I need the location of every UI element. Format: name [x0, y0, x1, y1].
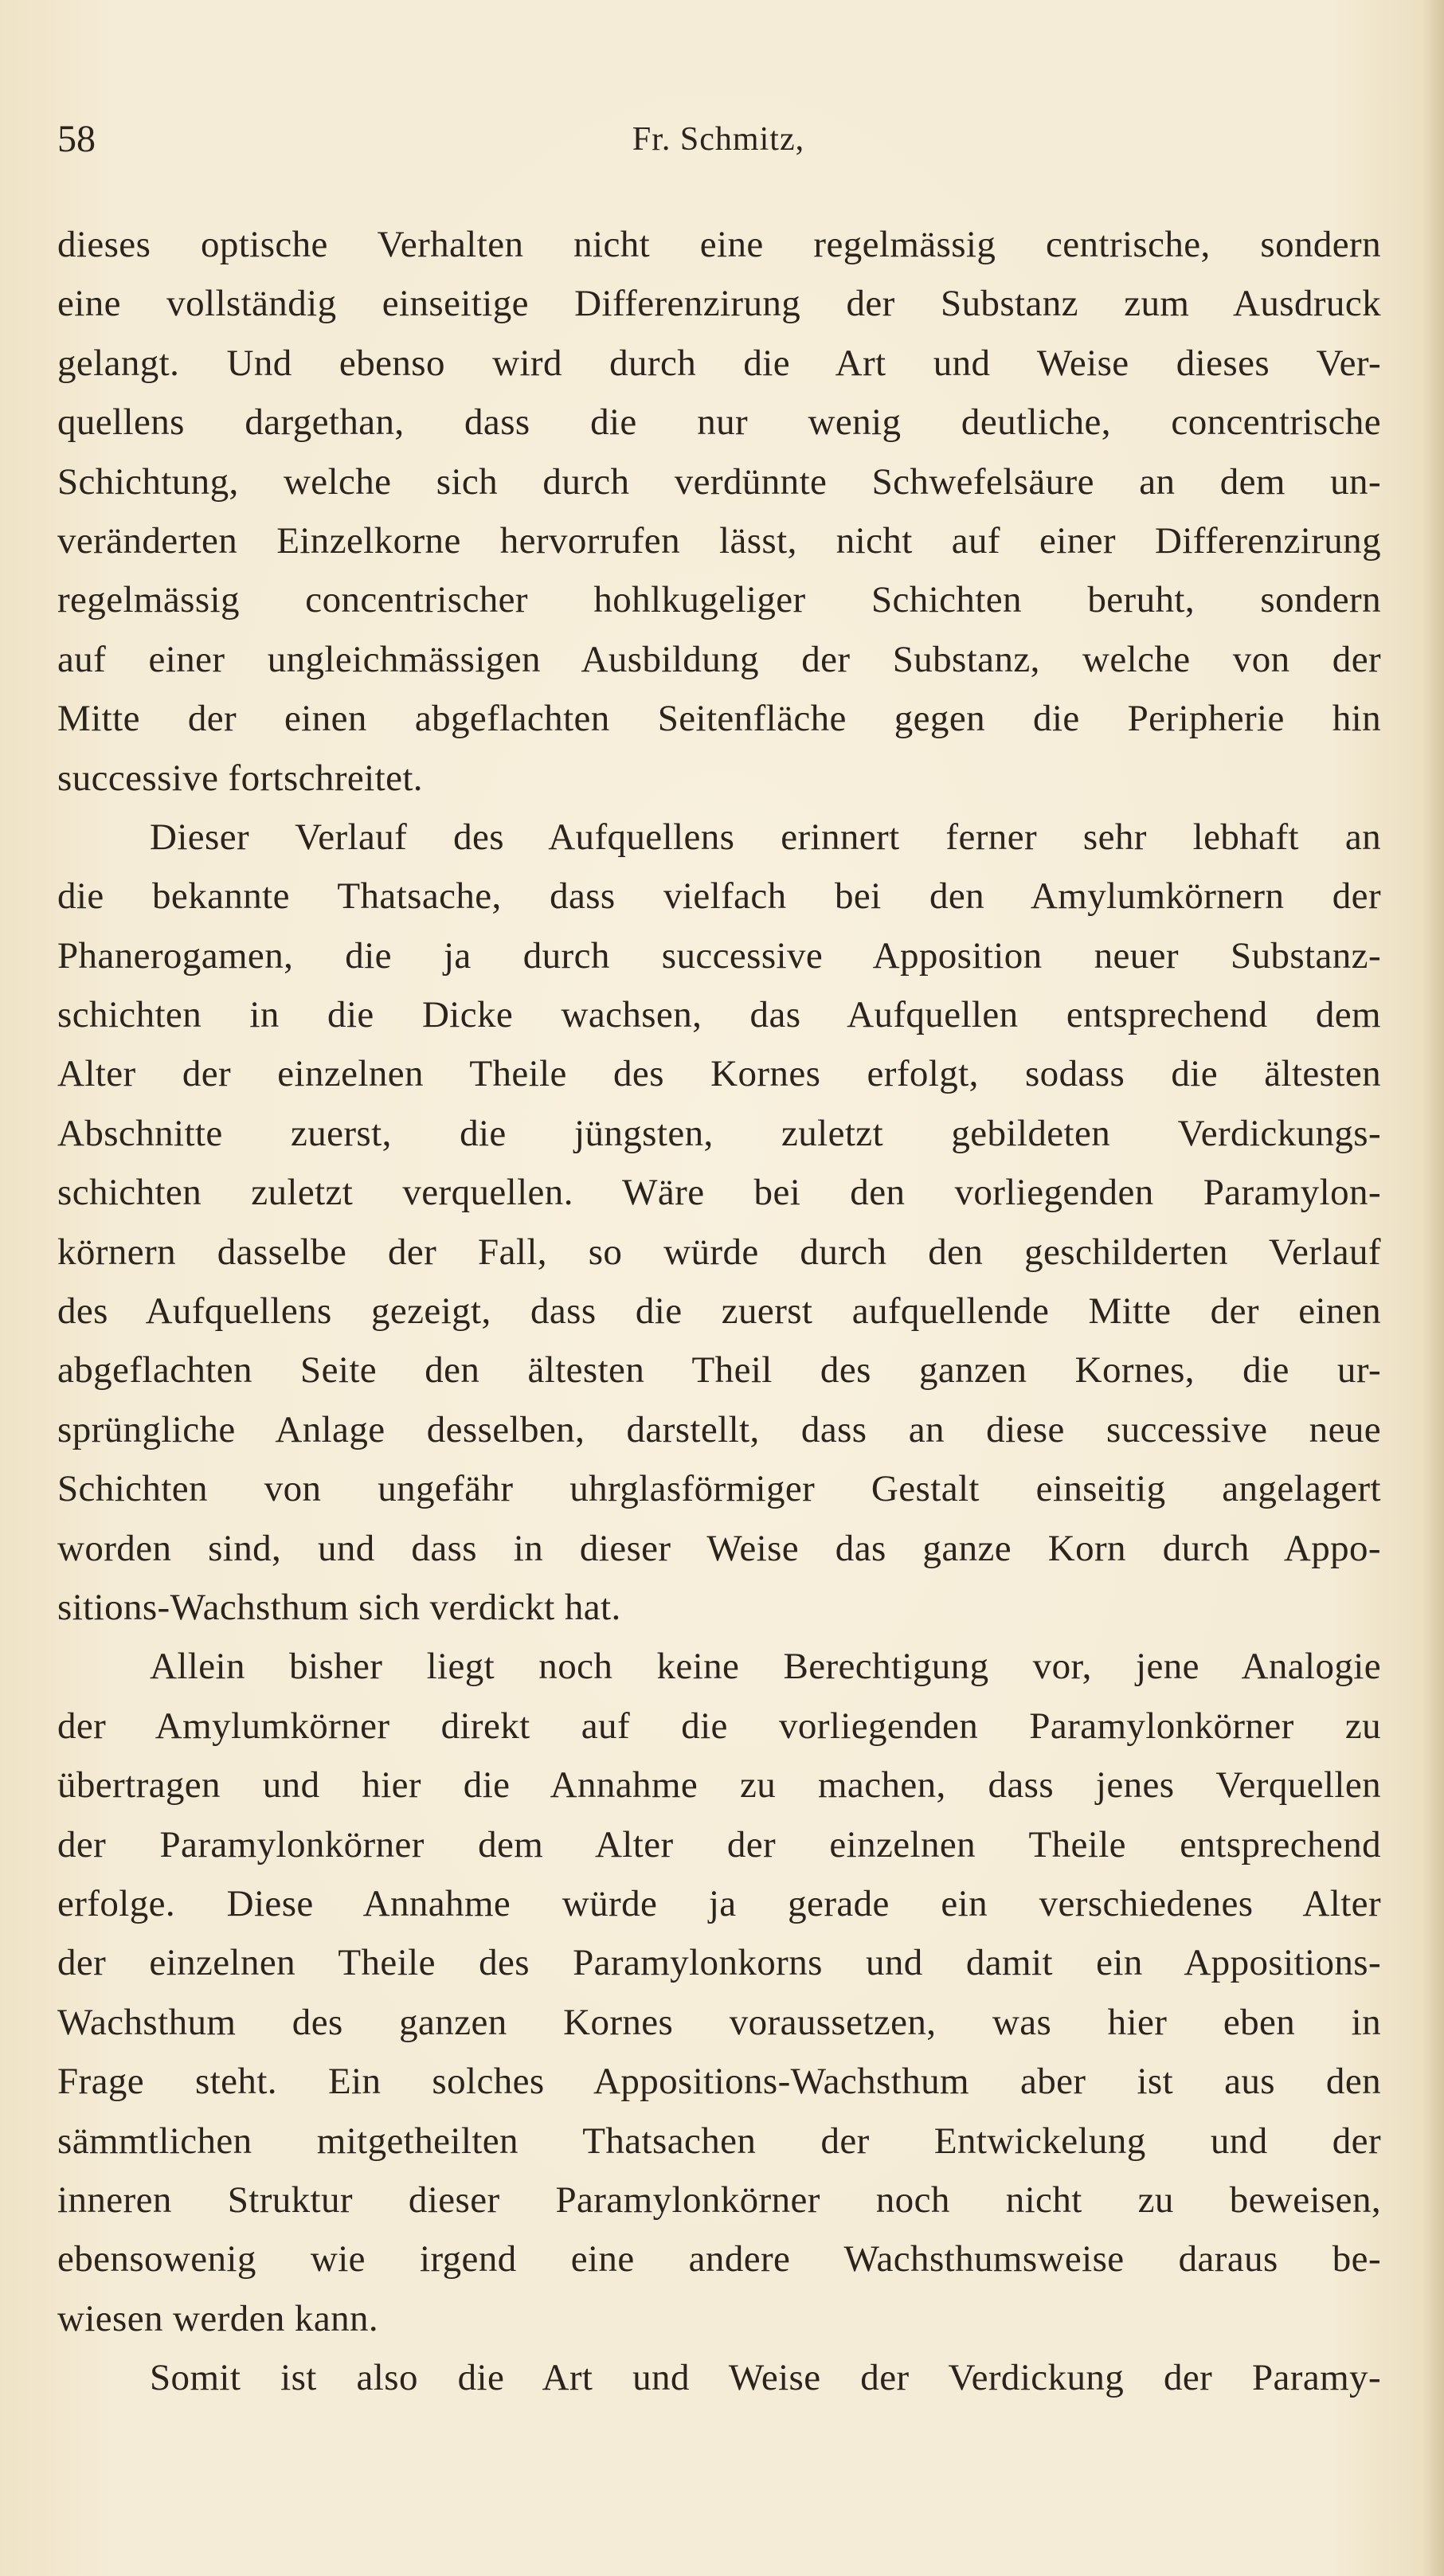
text-line: übertragen und hier die Annahme zu machen, dass jenes Verquellen	[57, 1764, 1381, 1807]
text-line: körnern dasselbe der Fall, so würde durch den geschilderten Verlauf	[57, 1231, 1381, 1273]
text-line: regelmässig concentrischer hohlkugeliger Schichten beruht, sondern	[57, 579, 1381, 621]
paragraph-start-line: Dieser Verlauf des Aufquellens erinnert ferner sehr lebhaft an	[150, 816, 1381, 858]
text-line: gelangt. Und ebenso wird durch die Art und Weise dieses Ver-	[57, 342, 1381, 384]
text-line: Wachsthum des ganzen Kornes voraussetzen, was hier eben in	[57, 2001, 1381, 2043]
text-line: Schichtung, welche sich durch verdünnte Schwefelsäure an dem un-	[57, 460, 1381, 503]
text-line: der Paramylonkörner dem Alter der einzelnen Theile entsprechend	[57, 1823, 1381, 1865]
text-line: dieses optische Verhalten nicht eine regelmässig centrische, sondern	[57, 224, 1381, 265]
text-line: der Amylumkörner direkt auf die vorliegenden Paramylonkörner zu	[57, 1705, 1381, 1747]
paragraph-end-line: sitions-Wachsthum sich verdickt hat.	[57, 1586, 621, 1628]
text-line: Frage steht. Ein solches Appositions-Wachsthum aber ist aus den	[57, 2061, 1381, 2103]
text-line: erfolge. Diese Annahme würde ja gerade ein verschiedenes Alter	[57, 1882, 1381, 1924]
page-edge-shadow	[1422, 0, 1444, 2576]
paragraph-start-line: Somit ist also die Art und Weise der Verdickung der Paramy-	[150, 2357, 1381, 2399]
text-line: schichten zuletzt verquellen. Wäre bei den vorliegenden Paramylon-	[57, 1172, 1381, 1214]
text-line: die bekannte Thatsache, dass vielfach bei den Amylumkörnern der	[57, 875, 1381, 918]
text-line: quellens dargethan, dass die nur wenig deutliche, concentrische	[57, 401, 1381, 444]
text-line: Schichten von ungefähr uhrglasförmiger Gestalt einseitig angelagert	[57, 1468, 1381, 1510]
text-line: des Aufquellens gezeigt, dass die zuerst aufquellende Mitte der einen	[57, 1290, 1381, 1333]
text-line: eine vollständig einseitige Differenzirung der Substanz zum Ausdruck	[57, 283, 1381, 325]
paragraph-end-line: successive fortschreitet.	[57, 757, 423, 799]
text-line: auf einer ungleichmässigen Ausbildung der Substanz, welche von der	[57, 638, 1381, 680]
paragraph-start-line: Allein bisher liegt noch keine Berechtigung vor, jene Analogie	[150, 1646, 1381, 1688]
text-line: Abschnitte zuerst, die jüngsten, zuletzt gebildeten Verdickungs-	[57, 1112, 1381, 1154]
text-line: ebensowenig wie irgend eine andere Wachsthumsweise daraus be-	[57, 2238, 1381, 2280]
text-line: schichten in die Dicke wachsen, das Aufquellen entsprechend dem	[57, 994, 1381, 1036]
running-head: Fr. Schmitz,	[632, 121, 805, 158]
text-line: sprüngliche Anlage desselben, darstellt, dass an diese successive neue	[57, 1408, 1381, 1450]
text-line: Mitte der einen abgeflachten Seitenfläche gegen die Peripherie hin	[57, 698, 1381, 740]
text-line: Alter der einzelnen Theile des Kornes erfolgt, sodass die ältesten	[57, 1053, 1381, 1095]
text-line: veränderten Einzelkorne hervorrufen lässt, nicht auf einer Differenzirung	[57, 519, 1381, 562]
text-line: worden sind, und dass in dieser Weise das ganze Korn durch Appo-	[57, 1527, 1381, 1569]
text-line: inneren Struktur dieser Paramylonkörner noch nicht zu beweisen,	[57, 2179, 1381, 2221]
page-number: 58	[57, 118, 96, 160]
text-line: abgeflachten Seite den ältesten Theil des ganzen Kornes, die ur-	[57, 1349, 1381, 1392]
text-line: der einzelnen Theile des Paramylonkorns und damit ein Appositions-	[57, 1942, 1381, 1984]
paragraph-end-line: wiesen werden kann.	[57, 2297, 379, 2339]
page-header	[57, 112, 1379, 167]
body-text	[57, 215, 1381, 2407]
text-line: Phanerogamen, die ja durch successive Apposition neuer Substanz-	[57, 934, 1381, 977]
text-line: sämmtlichen mitgetheilten Thatsachen der Entwickelung und der	[57, 2120, 1381, 2162]
